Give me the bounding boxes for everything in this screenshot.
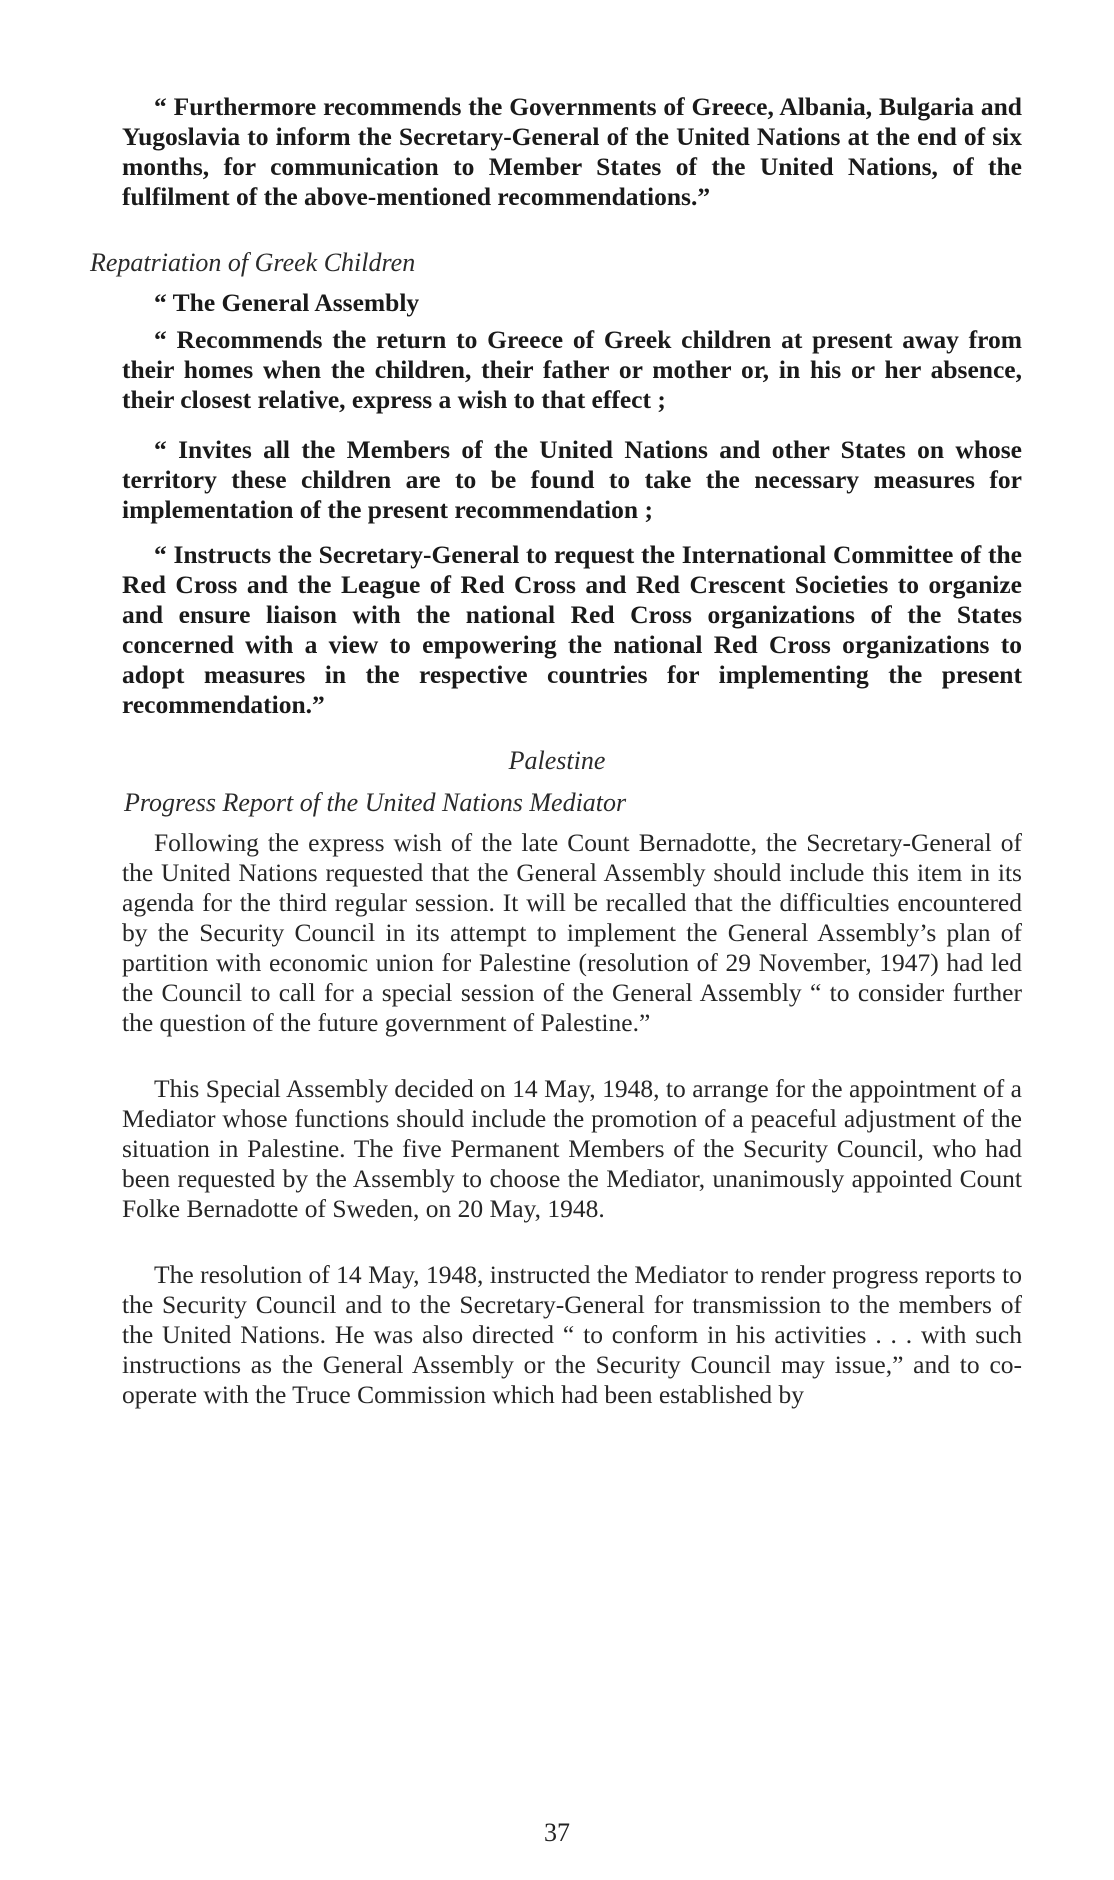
- paragraph-bernadotte-wish: Following the express wish of the late Count Bernadotte, the Secretary-General of the United Nations requested that the General Assembly should include this item in its agenda for the third regular session. It will be recalled that the difficulties encountered by the Security Council in its attempt to implement the General Assembly’s plan of partition with economic union for Palestine (resolution of 29 November, 1947) had led the Council to call for a special session of the General Assembly “ to consider further the question of the future government of Palestine.”: [122, 828, 1022, 1037]
- section-heading-repatriation: Repatriation of Greek Children: [90, 248, 416, 277]
- paragraph-resolution-14-may: The resolution of 14 May, 1948, instructed the Mediator to render progress reports to the Security Council and to the Secretary-General for transmission to the members of the United Nations. He was also directed “ to conform in his activities . . . with such instructions as the General Assembly or the Security Council may issue,” and to co-operate with the Truce Commission which had been established by: [122, 1260, 1022, 1409]
- paragraph-recommends-return: “ Recommends the return to Greece of Greek children at present away from their homes when the children, their father or mother or, in his or her absence, their closest relative, express a wish to that effect ;: [122, 325, 1022, 414]
- paragraph-general-assembly: “ The General Assembly: [154, 288, 420, 317]
- paragraph-furthermore-recommends: “ Furthermore recommends the Governments of Greece, Albania, Bulgaria and Yugoslavia to inform the Secretary-General of the United Nations at the end of six months, for communication to Member States of the United Nations, of the fulfilment of the above-mentioned recommendations.”: [122, 92, 1022, 211]
- section-heading-palestine: Palestine: [508, 746, 606, 775]
- page-number: 37: [544, 1818, 570, 1847]
- paragraph-special-assembly: This Special Assembly decided on 14 May, 1948, to arrange for the appointment of a Mediator whose functions should include the promotion of a peaceful adjustment of the situation in Palestine. The five Permanent Members of the Security Council, who had been requested by the Assembly to choose the Mediator, unanimously appointed Count Folke Bernadotte of Sweden, on 20 May, 1948.: [122, 1074, 1022, 1223]
- paragraph-instructs-secretary-general: “ Instructs the Secretary-General to request the International Committee of the Red Cross and the League of Red Cross and Red Crescent Societies to organize and ensure liaison with the national Red Cross organizations of the States concerned with a view to empowering the national Red Cross organizations to adopt measures in the respective countries for implementing the present recommendation.”: [122, 540, 1022, 719]
- subheading-progress-report: Progress Report of the United Nations Mediator: [124, 788, 627, 817]
- paragraph-invites-members: “ Invites all the Members of the United Nations and other States on whose territory these children are to be found to take the necessary measures for implementation of the present recommendation ;: [122, 435, 1022, 524]
